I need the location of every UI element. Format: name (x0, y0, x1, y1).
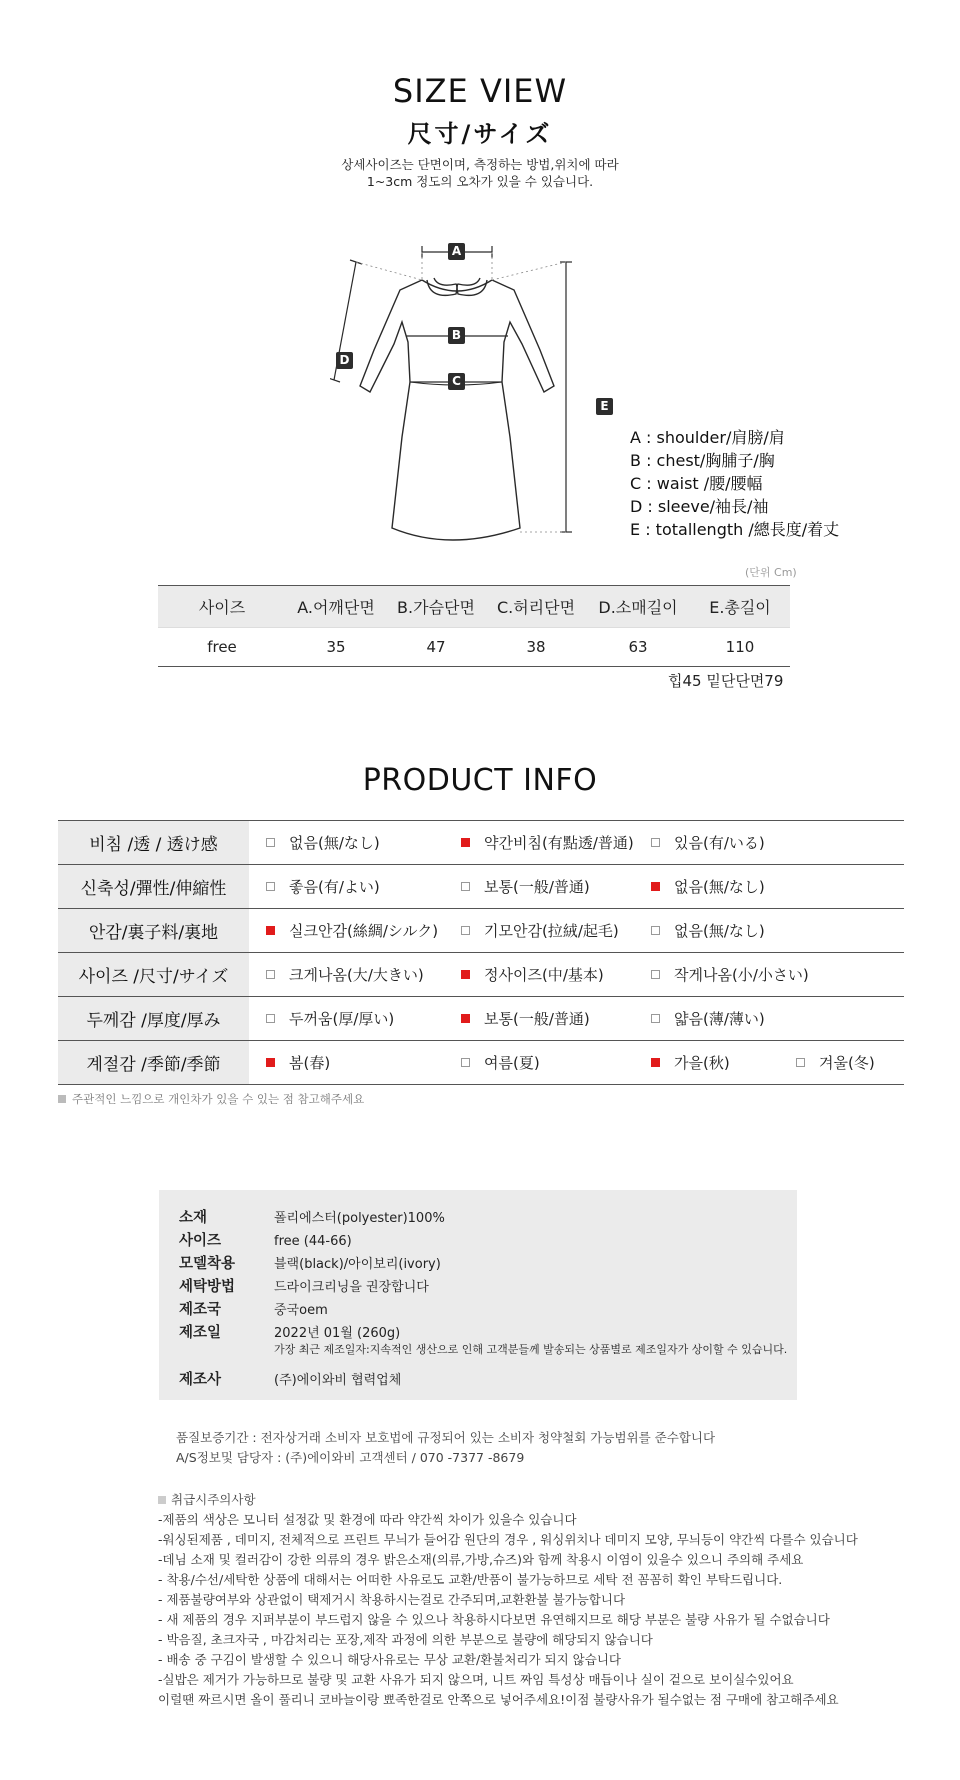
checkbox-icon (461, 926, 470, 935)
unit-label: (단위 Cm) (745, 566, 797, 579)
care-title (158, 1490, 256, 1508)
table-cell: 38 (526, 638, 546, 656)
row-label: 안감/裏子料/裏地 (58, 909, 249, 952)
row-label: 계절감 /季節/季節 (58, 1041, 249, 1084)
care-line: - 착용/수선/세탁한 상품에 대해서는 어떠한 사유로도 교환/반품이 불가능하므로 세탁 전 꼼꼼히 확인 부탁드립니다. (158, 1572, 783, 1587)
care-line: - 배송 중 구김이 발생할 수 있으니 해당사유로는 무상 교환/환불처리가 되지 않습니다 (158, 1652, 621, 1667)
option-label: 없음(無/なし) (674, 922, 765, 940)
square-bullet-icon (158, 1496, 166, 1504)
option (461, 821, 634, 864)
label-e: E (596, 398, 613, 415)
care-line: - 박음질, 초크자국 , 마감처리는 포장,제작 과정에 의한 부분으로 불량에 해당되지 않습니다 (158, 1632, 653, 1647)
size-note-line-2: 1~3cm 정도의 오차가 있을 수 있습니다. (366, 174, 594, 189)
row-label: 신축성/彈性/伸縮性 (58, 865, 249, 908)
row-label: 사이즈 /尺寸/サイズ (58, 953, 249, 996)
product-info-row (58, 997, 904, 1041)
option (266, 953, 424, 996)
label-b: B (448, 327, 465, 344)
spec-subnote: 가장 최근 제조일자:지속적인 생산으로 인해 고객분들께 발송되는 상품별로 제조일자가 상이할 수 있습니다. (274, 1343, 788, 1356)
option-label: 기모안감(拉絨/起毛) (484, 922, 619, 940)
spec-value: (주)에이와비 협력업체 (274, 1373, 402, 1388)
header-cell: C.허리단면 (496, 598, 576, 617)
option-label: 약간비침(有點透/普通) (484, 834, 634, 852)
option-label: 좋음(有/よい) (289, 878, 380, 896)
product-info-title: PRODUCT INFO (362, 763, 598, 798)
spec-row (179, 1275, 429, 1296)
header-cell: 사이즈 (198, 598, 246, 617)
spec-value: 폴리에스터(polyester)100% (274, 1211, 445, 1226)
option (461, 953, 604, 996)
spec-key: 제조사 (179, 1372, 222, 1388)
checkbox-checked-icon (651, 1058, 660, 1067)
checkbox-icon (796, 1058, 805, 1067)
care-line: -데님 소재 및 컬러감이 강한 의류의 경우 밝은소재(의류,가방,슈즈)와 함께 착용시 이염이 있을수 있으니 주의해 주세요 (158, 1552, 804, 1567)
table-cell: 35 (326, 638, 346, 656)
care-line: - 제품불량여부와 상관없이 택제거시 착용하시는걸로 간주되며,교환환불 불가능합니다 (158, 1592, 626, 1607)
option (651, 1041, 730, 1084)
spec-key: 제조일 (179, 1325, 222, 1341)
checkbox-icon (266, 838, 275, 847)
care-line: -워싱된제품 , 데미지, 전체적으로 프린트 무늬가 들어감 원단의 경우 , 워싱위치나 데미지 모양, 무늬등이 약간씩 다를수 있습니다 (158, 1532, 858, 1547)
spec-box (159, 1190, 797, 1400)
table-cell: free (207, 638, 237, 656)
option-label: 겨울(冬) (819, 1054, 875, 1072)
checkbox-icon (651, 838, 660, 847)
option (461, 865, 590, 908)
option (651, 909, 765, 952)
dress-size-diagram (330, 232, 630, 552)
spec-key: 세탁방법 (179, 1279, 236, 1295)
option (651, 821, 765, 864)
option (266, 1041, 330, 1084)
spec-value: 드라이크리닝을 권장합니다 (274, 1280, 429, 1295)
product-info-row (58, 1041, 904, 1085)
checkbox-icon (461, 882, 470, 891)
checkbox-icon (651, 970, 660, 979)
option-label: 크게나옴(大/大きい) (289, 966, 424, 984)
legend-e: E : totallength /總長度/着丈 (630, 520, 840, 539)
row-label: 두께감 /厚度/厚み (58, 997, 249, 1040)
table-cell: 47 (426, 638, 446, 656)
checkbox-checked-icon (461, 838, 470, 847)
table-cell: 63 (628, 638, 648, 656)
table-cell: 110 (725, 638, 755, 656)
legend-d: D : sleeve/袖長/袖 (630, 497, 769, 516)
size-view-subtitle: 尺寸/サイズ (407, 120, 553, 148)
spec-value: 2022년 01월 (260g) (274, 1326, 401, 1341)
checkbox-checked-icon (266, 1058, 275, 1067)
checkbox-icon (461, 1058, 470, 1067)
header-cell: B.가슴단면 (397, 598, 475, 617)
option-label: 두꺼움(厚/厚い) (289, 1010, 395, 1028)
checkbox-checked-icon (461, 1014, 470, 1023)
spec-key: 소재 (179, 1210, 208, 1226)
spec-key: 사이즈 (179, 1233, 222, 1249)
product-info-row (58, 821, 904, 865)
option-label: 있음(有/いる) (674, 834, 765, 852)
checkbox-icon (266, 970, 275, 979)
checkbox-icon (651, 926, 660, 935)
option (266, 821, 380, 864)
option (266, 909, 438, 952)
option-label: 봄(春) (289, 1054, 331, 1072)
quality-guarantee: 품질보증기간 : 전자상거래 소비자 보호법에 규정되어 있는 소비자 청약철회 가능범위를 준수합니다 (176, 1430, 716, 1445)
option (266, 865, 380, 908)
legend-c: C : waist /腰/腰幅 (630, 474, 763, 493)
label-a: A (448, 243, 465, 260)
care-line: 이럴땐 짜르시면 올이 풀리니 코바늘이랑 뾰족한걸로 안쪽으로 넣어주세요!이점 불량사유가 될수없는 점 구매에 참고해주세요 (158, 1692, 839, 1707)
checkbox-icon (266, 1014, 275, 1023)
option (266, 997, 394, 1040)
size-table (158, 585, 790, 667)
option (796, 1041, 875, 1084)
checkbox-icon (651, 1014, 660, 1023)
spec-row (179, 1252, 441, 1273)
size-table-header (158, 585, 790, 627)
product-info-note-text: 주관적인 느낌으로 개인차가 있을 수 있는 점 참고해주세요 (72, 1092, 365, 1106)
option-label: 없음(無/なし) (289, 834, 380, 852)
option (651, 997, 765, 1040)
product-info-table (58, 820, 904, 1085)
header-cell: A.어깨단면 (297, 598, 375, 617)
option-label: 실크안감(絲綢/シルク) (289, 922, 439, 940)
checkbox-icon (266, 882, 275, 891)
product-info-note (58, 1091, 364, 1107)
option-label: 보통(一般/普通) (484, 1010, 590, 1028)
size-extra-note: 힙45 밑단단면79 (668, 672, 784, 690)
spec-row (179, 1321, 400, 1342)
spec-row (179, 1368, 401, 1389)
option-label: 없음(無/なし) (674, 878, 765, 896)
spec-row (179, 1229, 352, 1250)
product-info-row (58, 909, 904, 953)
header-cell: E.총길이 (709, 598, 771, 617)
spec-row (179, 1206, 445, 1227)
care-line: - 새 제품의 경우 지퍼부분이 부드럽지 않을 수 있으나 착용하시다보면 유연해지므로 해당 부분은 불량 사유가 될 수없습니다 (158, 1612, 830, 1627)
as-info: A/S정보및 담당자 : (주)에이와비 고객센터 / 070 -7377 -8679 (176, 1450, 525, 1465)
checkbox-checked-icon (651, 882, 660, 891)
checkbox-checked-icon (461, 970, 470, 979)
row-label: 비침 /透 / 透け感 (58, 821, 249, 864)
option (461, 909, 619, 952)
size-note-line-1: 상세사이즈는 단면이며, 측정하는 방법,위치에 따라 (341, 157, 619, 172)
option-label: 보통(一般/普通) (484, 878, 590, 896)
option (651, 953, 809, 996)
option (461, 1041, 540, 1084)
care-line: -실밥은 제거가 가능하므로 불량 및 교환 사유가 되지 않으며, 니트 짜임 특성상 매듭이나 실이 겉으로 보이실수있어요 (158, 1672, 794, 1687)
legend-a: A : shoulder/肩膀/肩 (630, 428, 785, 447)
spec-value: 중국oem (274, 1303, 328, 1318)
option (651, 865, 765, 908)
square-bullet-icon (58, 1095, 66, 1103)
size-view-title: SIZE VIEW (392, 72, 568, 110)
product-info-row (58, 865, 904, 909)
header-cell: D.소매길이 (598, 598, 678, 617)
option-label: 여름(夏) (484, 1054, 540, 1072)
spec-key: 모델착용 (179, 1256, 236, 1272)
option-label: 작게나옴(小/小さい) (674, 966, 809, 984)
spec-value: 블랙(black)/아이보리(ivory) (274, 1257, 441, 1272)
spec-key: 제조국 (179, 1302, 222, 1318)
option-label: 정사이즈(中/基本) (484, 966, 604, 984)
legend-b: B : chest/胸脯子/胸 (630, 451, 775, 470)
dress-outline-svg (330, 232, 630, 552)
option-label: 가을(秋) (674, 1054, 730, 1072)
label-d: D (336, 352, 353, 369)
spec-row (179, 1298, 328, 1319)
label-c: C (448, 373, 465, 390)
table-row (158, 627, 790, 667)
product-info-row (58, 953, 904, 997)
checkbox-checked-icon (266, 926, 275, 935)
option-label: 얇음(薄/薄い) (674, 1010, 765, 1028)
care-title-text: 취급시주의사항 (171, 1492, 256, 1507)
spec-value: free (44-66) (274, 1234, 352, 1249)
option (461, 997, 590, 1040)
care-line: -제품의 색상은 모니터 설정값 및 환경에 따라 약간씩 차이가 있을수 있습니다 (158, 1512, 577, 1527)
